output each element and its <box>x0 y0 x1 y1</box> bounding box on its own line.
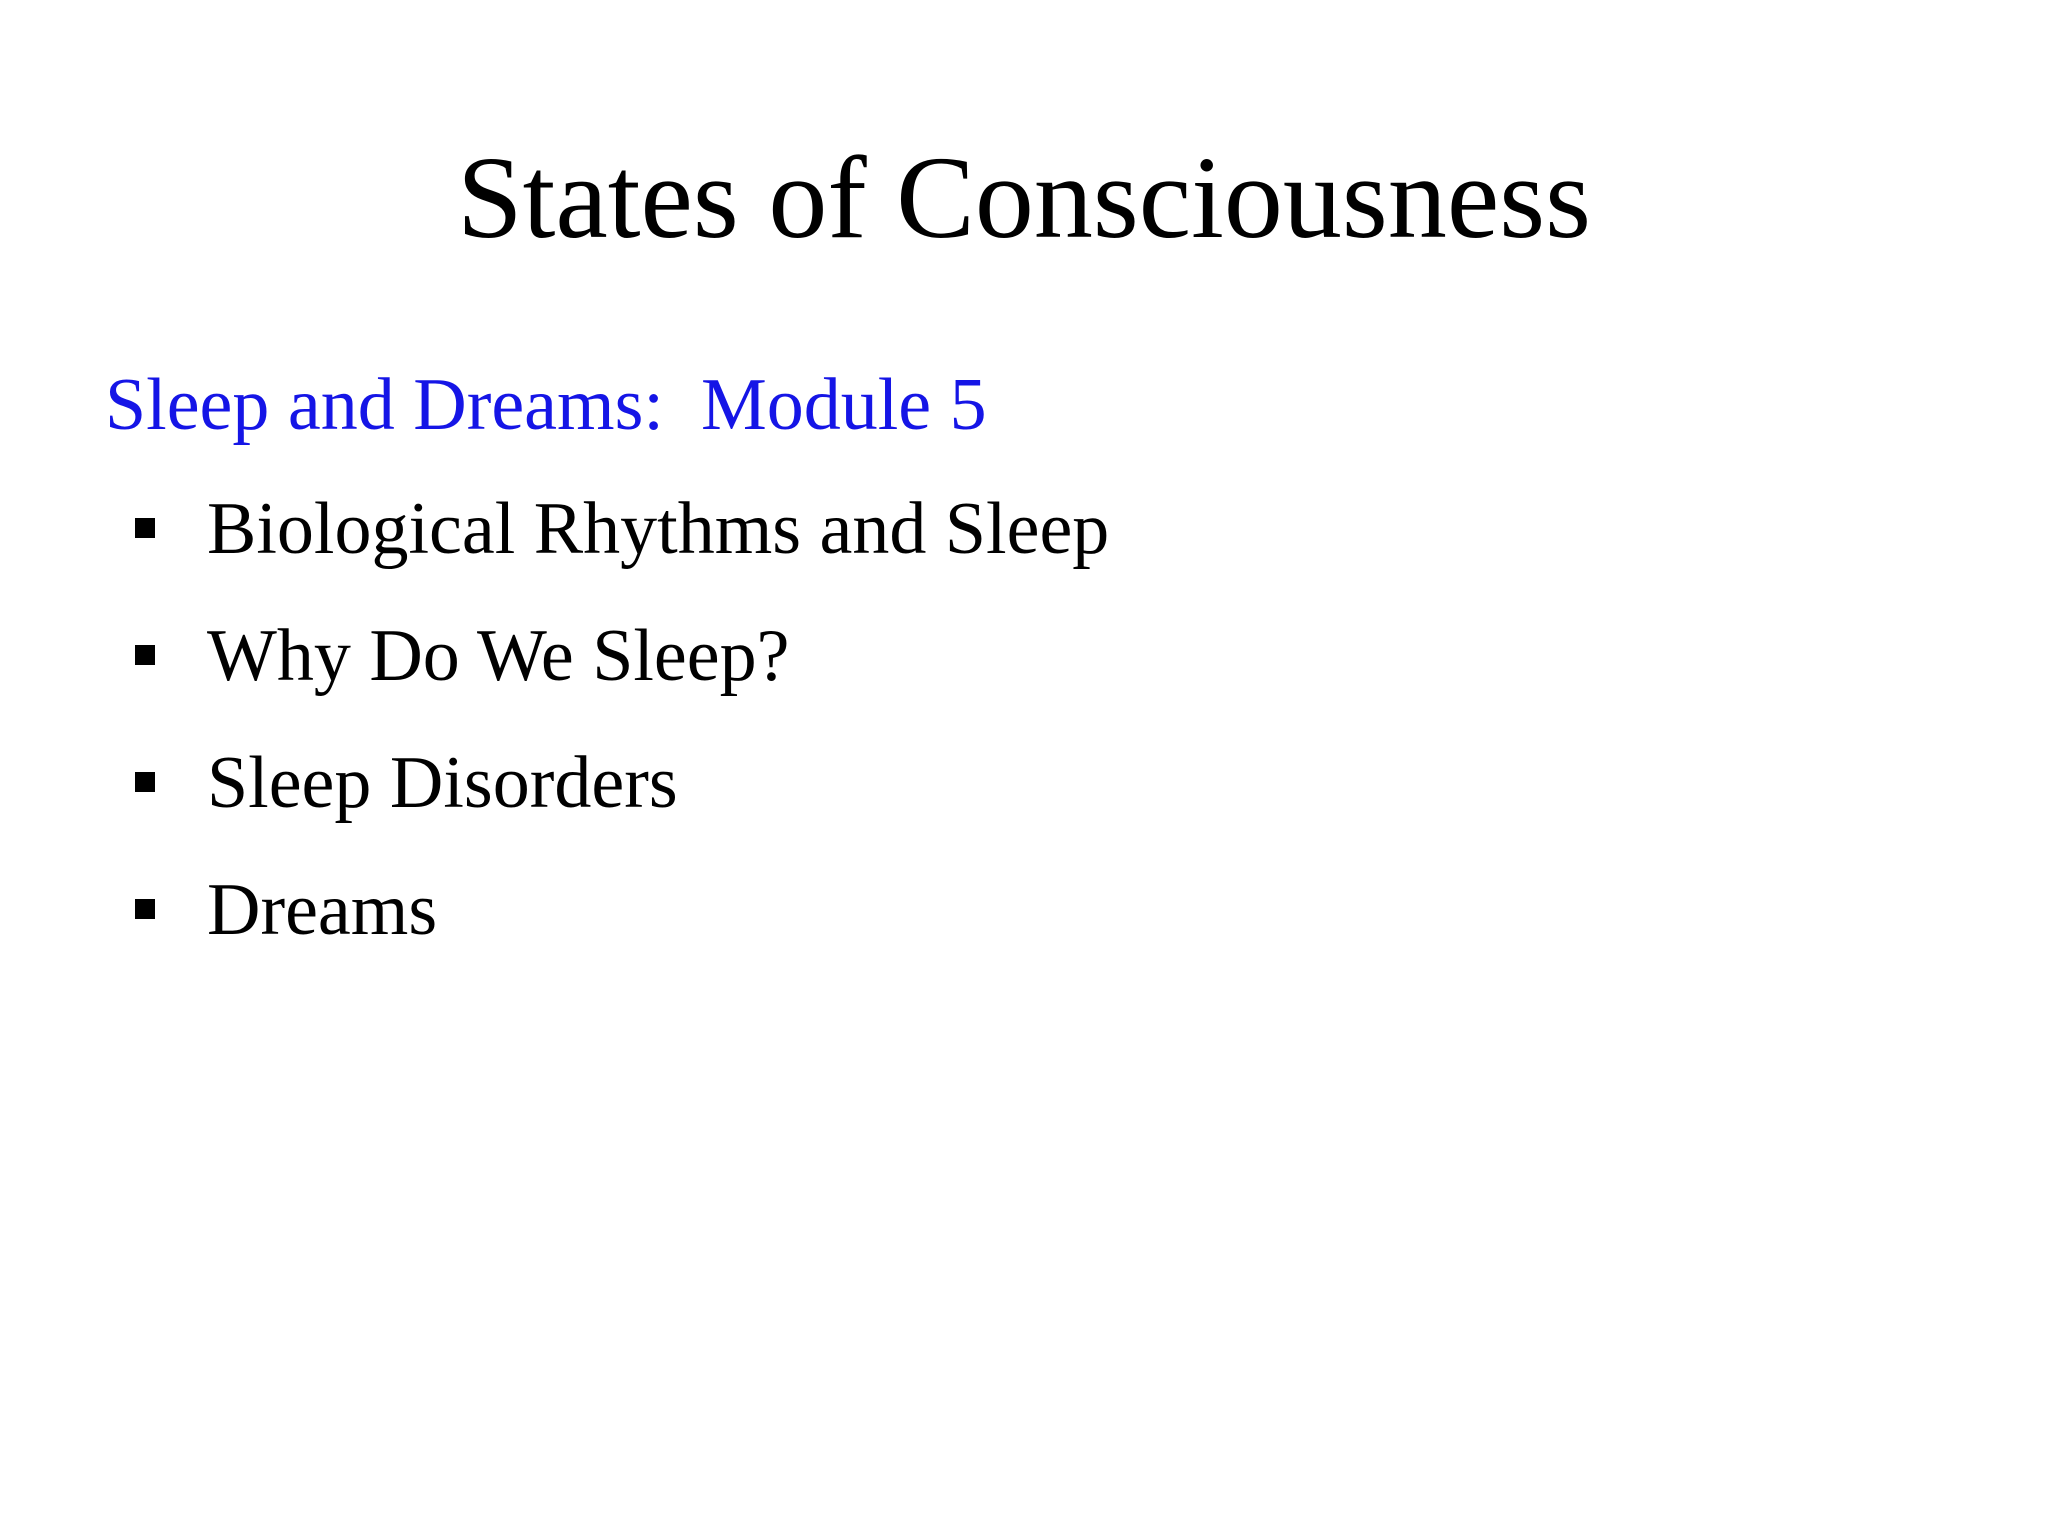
square-bullet-icon <box>135 899 155 919</box>
bullet-text: Dreams <box>207 869 438 951</box>
square-bullet-icon <box>135 518 155 538</box>
square-bullet-icon <box>135 645 155 665</box>
bullet-text: Sleep Disorders <box>207 742 678 824</box>
list-item <box>135 738 1109 865</box>
list-item <box>135 865 1109 992</box>
list-item <box>135 611 1109 738</box>
list-item <box>135 484 1109 611</box>
square-bullet-icon <box>135 772 155 792</box>
bullet-list <box>135 484 1109 992</box>
bullet-text: Biological Rhythms and Sleep <box>207 488 1110 570</box>
bullet-text: Why Do We Sleep? <box>207 615 790 697</box>
section-heading: Sleep and Dreams: Module 5 <box>105 364 987 446</box>
slide-title: States of Consciousness <box>456 132 1592 263</box>
